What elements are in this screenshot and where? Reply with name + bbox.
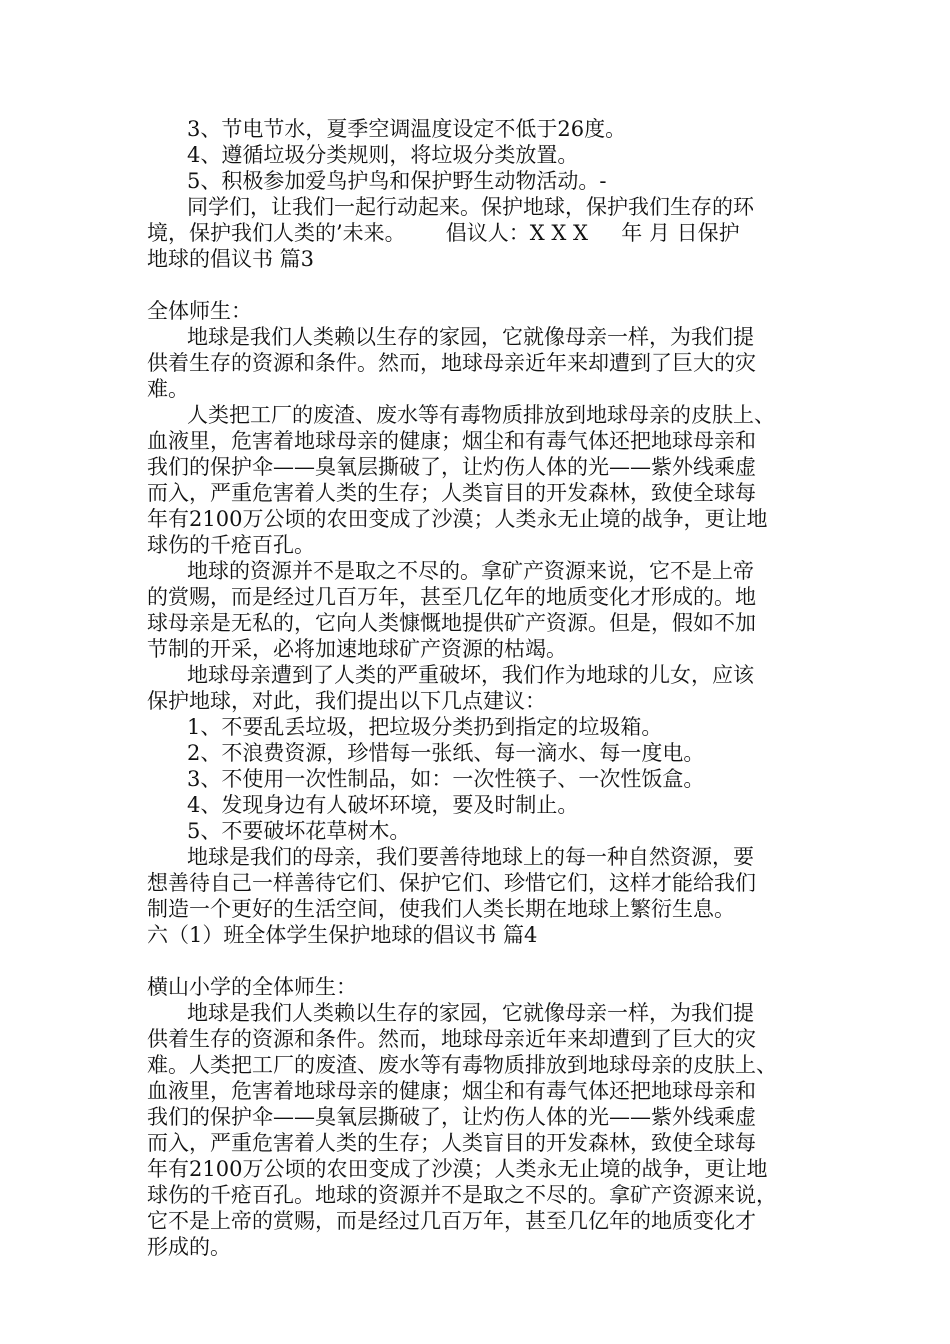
text-line: 地球的资源并不是取之不尽的。拿矿产资源来说，它不是上帝 [187, 559, 754, 583]
text-line: 5、不要破坏花草树木。 [187, 819, 411, 843]
text-line: 而入，严重危害着人类的生存；人类盲目的开发森林，致使全球每 [147, 481, 756, 505]
text-line: 3、节电节水，夏季空调温度设定不低于26度。 [187, 117, 627, 141]
text-line: 2、不浪费资源，珍惜每一张纸、每一滴水、每一度电。 [187, 741, 705, 765]
text-line: 地球是我们的母亲，我们要善待地球上的每一种自然资源，要 [187, 845, 754, 869]
text-line: 难。人类把工厂的废渣、废水等有毒物质排放到地球母亲的皮肤上、 [147, 1053, 777, 1077]
text-line: 供着生存的资源和条件。然而，地球母亲近年来却遭到了巨大的灾 [147, 351, 756, 375]
text-line: 节制的开采，必将加速地球矿产资源的枯竭。 [147, 637, 567, 661]
text-line: 血液里，危害着地球母亲的健康；烟尘和有毒气体还把地球母亲和 [147, 429, 756, 453]
text-line: 人类把工厂的废渣、废水等有毒物质排放到地球母亲的皮肤上、 [187, 403, 775, 427]
text-line: 全体师生： [147, 299, 252, 323]
document-body [147, 116, 811, 1260]
text-line: 难。 [147, 377, 189, 401]
text-line: 血液里，危害着地球母亲的健康；烟尘和有毒气体还把地球母亲和 [147, 1079, 756, 1103]
text-line: 形成的。 [147, 1235, 231, 1259]
text-line: 4、遵循垃圾分类规则，将垃圾分类放置。 [187, 143, 579, 167]
blank-line [147, 272, 811, 298]
text-line: 制造一个更好的生活空间，使我们人类长期在地球上繁衍生息。 [147, 897, 735, 921]
text-line: 同学们，让我们一起行动起来。保护地球，保护我们生存的环 [187, 195, 754, 219]
text-line: 六（1）班全体学生保护地球的倡议书 篇4 [147, 923, 538, 947]
text-line: 球伤的千疮百孔。 [147, 533, 315, 557]
text-line: 我们的保护伞——臭氧层撕破了，让灼伤人体的光——紫外线乘虚 [147, 1105, 756, 1129]
text-line: 地球是我们人类赖以生存的家园，它就像母亲一样，为我们提 [187, 1001, 754, 1025]
text-line: 地球母亲遭到了人类的严重破坏，我们作为地球的儿女，应该 [187, 663, 754, 687]
text-line: 球母亲是无私的，它向人类慷慨地提供矿产资源。但是，假如不加 [147, 611, 756, 635]
text-line: 横山小学的全体师生： [147, 975, 357, 999]
text-line: 1、不要乱丢垃圾，把垃圾分类扔到指定的垃圾箱。 [187, 715, 663, 739]
text-line: 我们的保护伞——臭氧层撕破了，让灼伤人体的光——紫外线乘虚 [147, 455, 756, 479]
text-line: 年有2100万公顷的农田变成了沙漠；人类永无止境的战争，更让地 [147, 507, 768, 531]
text-line: 年有2100万公顷的农田变成了沙漠；人类永无止境的战争，更让地 [147, 1157, 768, 1181]
text-line: 保护地球，对此，我们提出以下几点建议： [147, 689, 546, 713]
text-line: 4、发现身边有人破坏环境，要及时制止。 [187, 793, 579, 817]
text-line: 3、不使用一次性制品，如：一次性筷子、一次性饭盒。 [187, 767, 705, 791]
text-line: 而入，严重危害着人类的生存；人类盲目的开发森林，致使全球每 [147, 1131, 756, 1155]
text-line: 它不是上帝的赏赐，而是经过几百万年，甚至几亿年的地质变化才 [147, 1209, 756, 1233]
text-line: 5、积极参加爱鸟护鸟和保护野生动物活动。- [187, 169, 607, 193]
blank-line [147, 948, 811, 974]
text-line: 境，保护我们人类的’未来。 倡议人：X X X 年 月 日保护 [147, 221, 740, 245]
text-line: 供着生存的资源和条件。然而，地球母亲近年来却遭到了巨大的灾 [147, 1027, 756, 1051]
text-line: 地球是我们人类赖以生存的家园，它就像母亲一样，为我们提 [187, 325, 754, 349]
text-line: 球伤的千疮百孔。地球的资源并不是取之不尽的。拿矿产资源来说， [147, 1183, 777, 1207]
text-line: 地球的倡议书 篇3 [147, 247, 315, 271]
text-line: 想善待自己一样善待它们、保护它们、珍惜它们，这样才能给我们 [147, 871, 756, 895]
text-line: 的赏赐，而是经过几百万年，甚至几亿年的地质变化才形成的。地 [147, 585, 756, 609]
